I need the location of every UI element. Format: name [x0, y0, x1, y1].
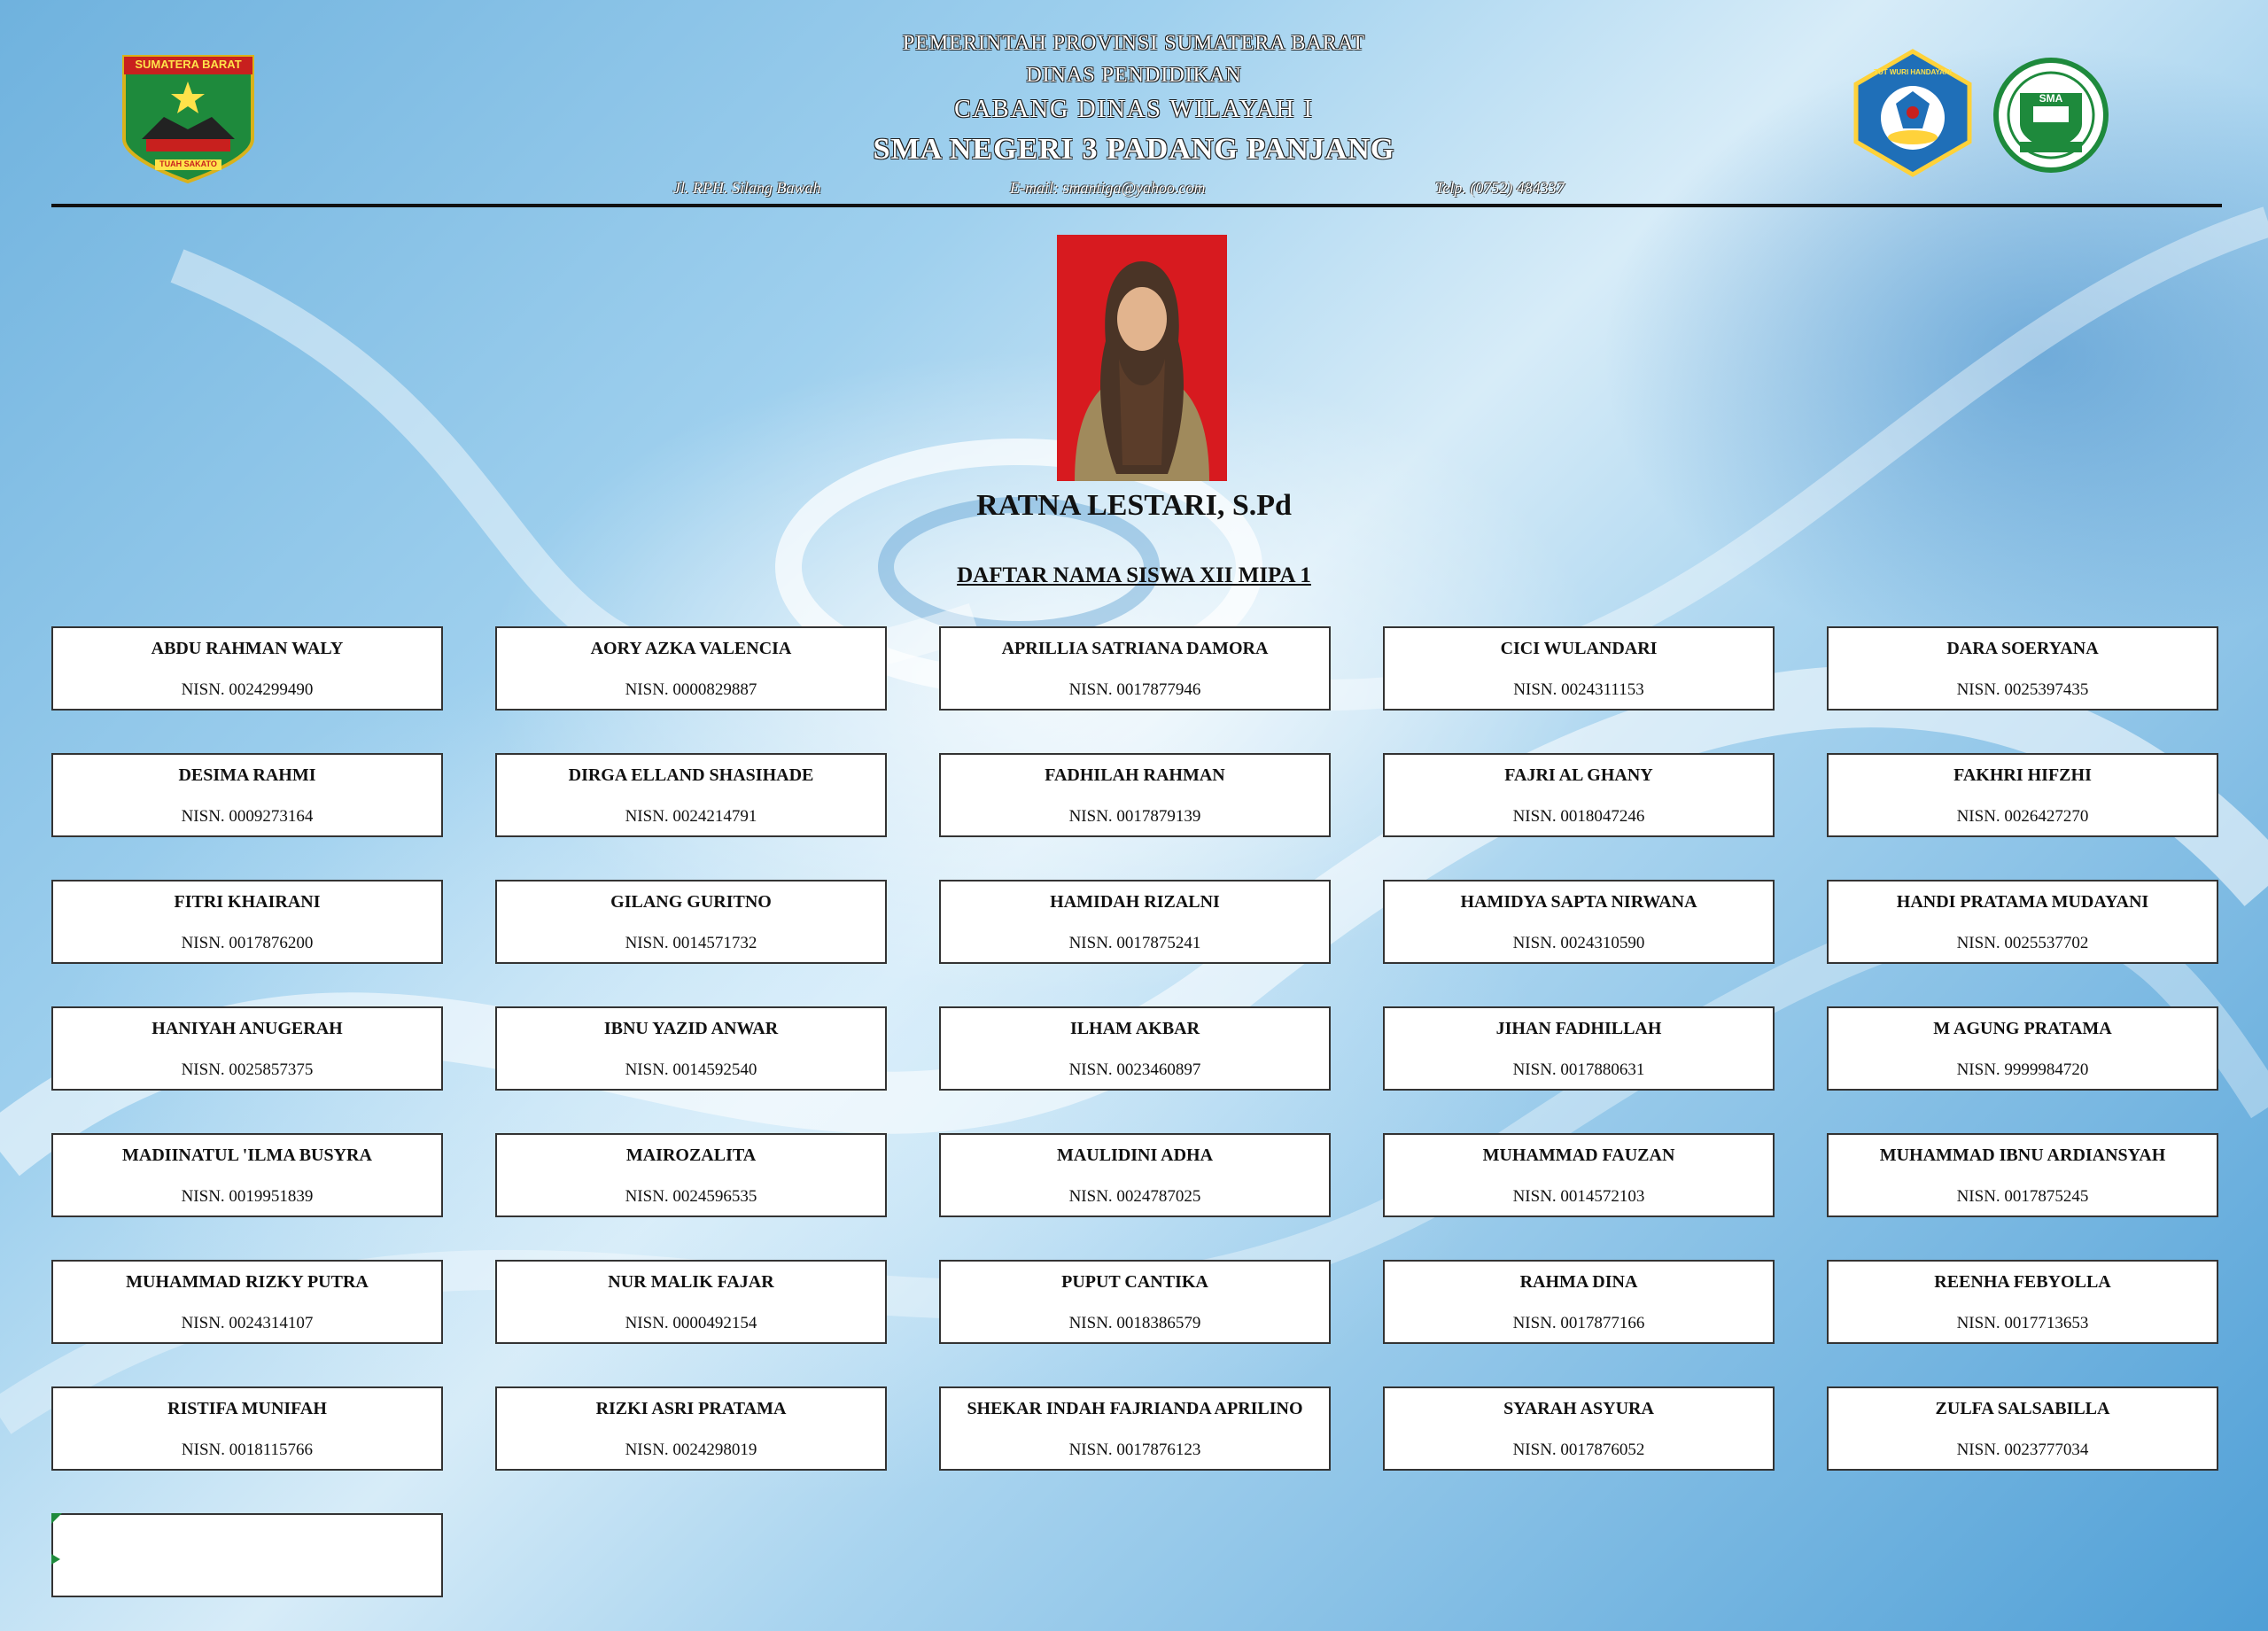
student-nisn: NISN. 0023460897: [1068, 1060, 1201, 1079]
student-nisn: NISN. 0017713653: [1956, 1314, 2089, 1332]
student-name: APRILLIA SATRIANA DAMORA: [1001, 639, 1269, 658]
student-card: [1827, 1133, 2218, 1217]
tut-wuri-logo-text: TUT WURI HANDAYANI: [1874, 68, 1952, 76]
student-card: [939, 1006, 1331, 1091]
student-nisn: NISN. 0019951839: [181, 1187, 314, 1206]
student-card: [495, 753, 887, 837]
student-nisn: NISN. 0017877166: [1512, 1314, 1645, 1332]
student-nisn: NISN. 0017875245: [1956, 1187, 2089, 1206]
student-card: [939, 880, 1331, 964]
student-nisn: NISN. 0024787025: [1068, 1187, 1201, 1206]
student-list-title: DAFTAR NAMA SISWA XII MIPA 1: [957, 563, 1311, 587]
student-nisn: NISN. 0024310590: [1512, 934, 1645, 952]
student-nisn: NISN. 0014571732: [625, 934, 757, 952]
tut-wuri-handayani-logo: [1852, 49, 1974, 177]
student-nisn: NISN. 0017877946: [1068, 680, 1201, 699]
student-card: [1827, 753, 2218, 837]
student-name: RISTIFA MUNIFAH: [167, 1399, 327, 1418]
student-nisn: NISN. 0025397435: [1956, 680, 2089, 699]
header-divider: [51, 204, 2222, 207]
student-card: [1383, 880, 1775, 964]
student-card: [51, 1513, 443, 1597]
student-name: ILHAM AKBAR: [1069, 1019, 1200, 1038]
student-nisn: NISN. 0018386579: [1068, 1314, 1201, 1332]
student-nisn: NISN. 0026427270: [1956, 807, 2089, 826]
student-name: ZULFA SALSABILLA: [1935, 1399, 2110, 1418]
student-name: MUHAMMAD RIZKY PUTRA: [126, 1272, 369, 1292]
student-name: FAKHRI HIFZHI: [1953, 765, 2092, 785]
student-nisn: NISN. 0018115766: [181, 1441, 314, 1459]
student-nisn: NISN. 0024314107: [181, 1314, 314, 1332]
sumbar-logo-text-top: SUMATERA BARAT: [135, 58, 242, 71]
header-address: Jl. RPH. Silang Bawah: [673, 179, 821, 197]
student-name: SYARAH ASYURA: [1503, 1399, 1654, 1418]
student-name: JIHAN FADHILLAH: [1495, 1019, 1662, 1038]
student-name: RAHMA DINA: [1519, 1272, 1638, 1292]
student-name: MAULIDINI ADHA: [1056, 1146, 1214, 1165]
header-school-name: SMA NEGERI 3 PADANG PANJANG: [873, 133, 1395, 166]
cell-marker-icon: [51, 1513, 62, 1524]
student-name: AORY AZKA VALENCIA: [590, 639, 792, 658]
student-name: IBNU YAZID ANWAR: [603, 1019, 779, 1038]
student-card: [51, 1386, 443, 1471]
student-name: M AGUNG PRATAMA: [1933, 1019, 2112, 1038]
student-nisn: NISN. 0024596535: [625, 1187, 757, 1206]
cell-marker-icon: [51, 1554, 60, 1565]
student-card: [51, 1006, 443, 1091]
student-card: [1827, 1386, 2218, 1471]
student-card: [495, 1260, 887, 1344]
student-nisn: NISN. 9999984720: [1956, 1060, 2089, 1079]
student-nisn: NISN. 0024311153: [1513, 680, 1644, 699]
student-card: [1383, 753, 1775, 837]
student-card: [51, 626, 443, 711]
student-card: [51, 880, 443, 964]
student-card: [1383, 1260, 1775, 1344]
student-card: [495, 1386, 887, 1471]
student-card: [1383, 1006, 1775, 1091]
student-card: [495, 1133, 887, 1217]
header-department: DINAS PENDIDIKAN: [1026, 64, 1242, 87]
student-nisn: NISN. 0014572103: [1512, 1187, 1645, 1206]
student-card: [939, 753, 1331, 837]
student-name: FADHILAH RAHMAN: [1045, 765, 1225, 785]
student-nisn: NISN. 0017879139: [1068, 807, 1201, 826]
student-card: [939, 626, 1331, 711]
student-name: GILANG GURITNO: [610, 892, 772, 912]
student-card: [1827, 1006, 2218, 1091]
sumbar-logo-text-bottom: TUAH SAKATO: [159, 159, 217, 168]
student-nisn: NISN. 0025537702: [1956, 934, 2089, 952]
student-name: MUHAMMAD FAUZAN: [1482, 1146, 1675, 1165]
student-nisn: NISN. 0024299490: [181, 680, 314, 699]
student-name: FAJRI AL GHANY: [1504, 765, 1653, 785]
student-card: [939, 1386, 1331, 1471]
student-nisn: NISN. 0017876200: [181, 934, 314, 952]
student-nisn: NISN. 0024214791: [625, 807, 757, 826]
header-email: E-mail: smantiga@yahoo.com: [1010, 179, 1206, 197]
student-card: [1383, 626, 1775, 711]
student-card: [495, 626, 887, 711]
header-phone: Telp. (0752) 484337: [1435, 179, 1565, 197]
student-nisn: NISN. 0017875241: [1068, 934, 1201, 952]
student-card: [495, 1006, 887, 1091]
student-name: NUR MALIK FAJAR: [608, 1272, 774, 1292]
student-name: FITRI KHAIRANI: [174, 892, 321, 912]
student-nisn: NISN. 0009273164: [181, 807, 314, 826]
student-nisn: NISN. 0017880631: [1512, 1060, 1645, 1079]
student-nisn: NISN. 0018047246: [1512, 807, 1645, 826]
student-nisn: NISN. 0017876052: [1512, 1441, 1645, 1459]
student-name: PUPUT CANTIKA: [1061, 1272, 1208, 1292]
student-card: [939, 1260, 1331, 1344]
student-name: SHEKAR INDAH FAJRIANDA APRILINO: [967, 1399, 1303, 1418]
student-name: REENHA FEBYOLLA: [1934, 1272, 2111, 1292]
sma-school-logo: [1993, 53, 2109, 177]
sma-logo-text: SMA: [2039, 92, 2063, 105]
student-card: [1827, 880, 2218, 964]
sumbar-logo: [120, 55, 257, 183]
teacher-photo: [1057, 235, 1227, 481]
student-name: CICI WULANDARI: [1500, 639, 1658, 658]
student-name: MUHAMMAD IBNU ARDIANSYAH: [1879, 1146, 2166, 1165]
student-card: [51, 1260, 443, 1344]
student-name: HANIYAH ANUGERAH: [151, 1019, 343, 1038]
student-card: [1827, 1260, 2218, 1344]
student-nisn: NISN. 0017876123: [1068, 1441, 1201, 1459]
student-card: [495, 880, 887, 964]
student-card: [51, 753, 443, 837]
teacher-name: RATNA LESTARI, S.Pd: [976, 489, 1292, 522]
student-nisn: NISN. 0025857375: [181, 1060, 314, 1079]
student-name: RIZKI ASRI PRATAMA: [595, 1399, 787, 1418]
student-card: [51, 1133, 443, 1217]
student-card: [1383, 1386, 1775, 1471]
student-nisn: NISN. 0024298019: [625, 1441, 757, 1459]
header-branch: CABANG DINAS WILAYAH I: [954, 96, 1314, 123]
student-nisn: NISN. 0000829887: [625, 680, 757, 699]
student-name: MAIROZALITA: [625, 1146, 757, 1165]
student-name: MADIINATUL 'ILMA BUSYRA: [122, 1146, 372, 1165]
student-name: HANDI PRATAMA MUDAYANI: [1896, 892, 2149, 912]
student-name: DESIMA RAHMI: [178, 765, 316, 785]
student-name: HAMIDAH RIZALNI: [1050, 892, 1220, 912]
student-card: [1827, 626, 2218, 711]
student-nisn: NISN. 0000492154: [625, 1314, 757, 1332]
student-name: ABDU RAHMAN WALY: [151, 639, 344, 658]
student-card: [939, 1133, 1331, 1217]
student-nisn: NISN. 0014592540: [625, 1060, 757, 1079]
student-name: DIRGA ELLAND SHASIHADE: [568, 765, 814, 785]
student-card: [1383, 1133, 1775, 1217]
student-name: HAMIDYA SAPTA NIRWANA: [1460, 892, 1697, 912]
student-name: DARA SOERYANA: [1946, 639, 2099, 658]
header-province: PEMERINTAH PROVINSI SUMATERA BARAT: [902, 32, 1366, 55]
student-nisn: NISN. 0023777034: [1956, 1441, 2089, 1459]
